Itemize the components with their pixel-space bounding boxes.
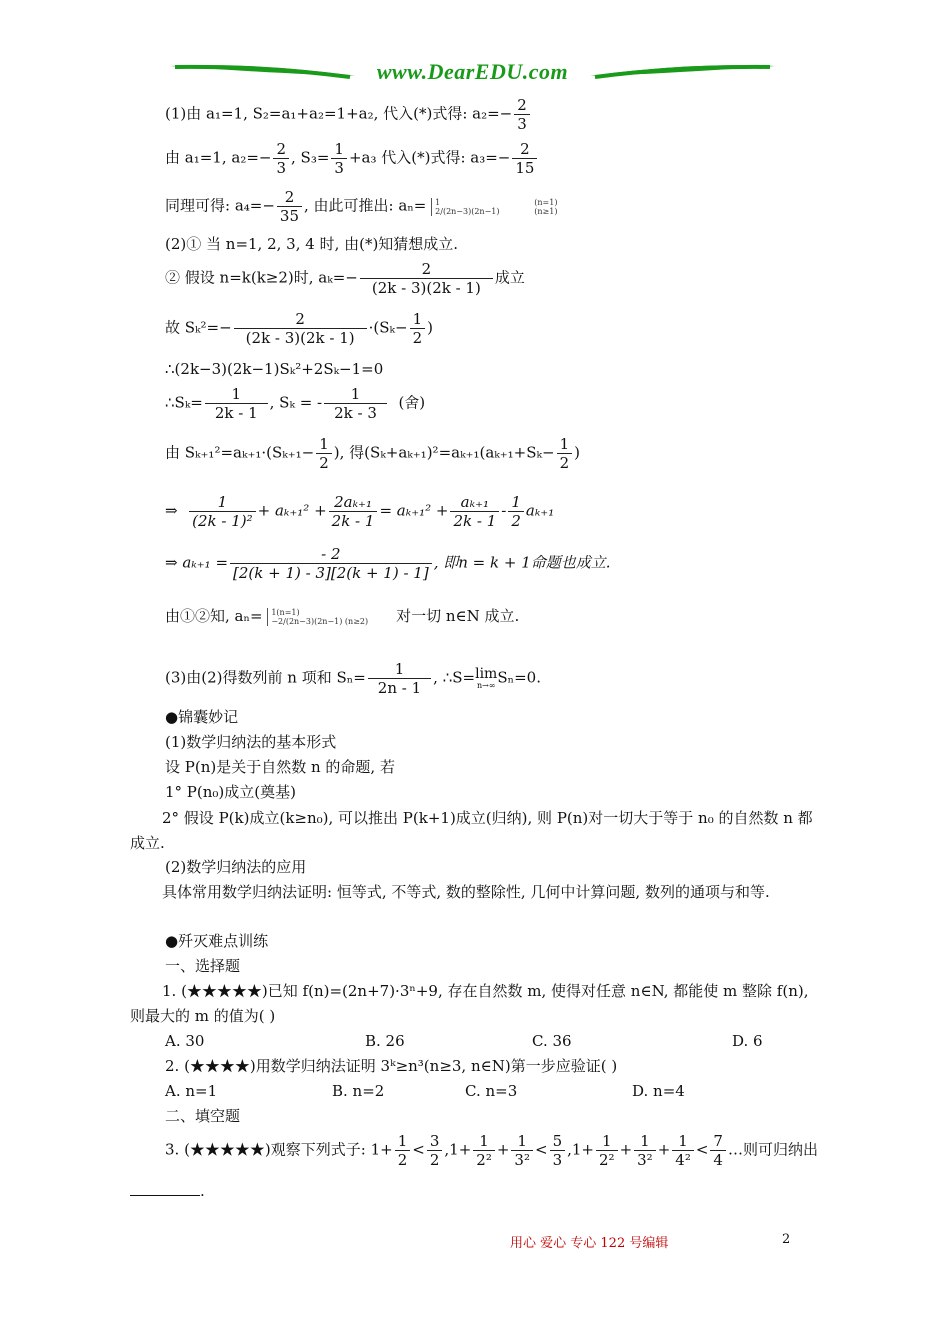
fraction: $\frac{2}{3}$ xyxy=(273,140,289,177)
solution-line-3 xyxy=(165,188,557,225)
site-url: www.DearEDU.com xyxy=(376,59,569,84)
q1-option-a: A. 30 xyxy=(165,1032,205,1050)
fraction: $\frac{1}{\text{(2k - 1)²}}$ xyxy=(189,493,256,530)
text: (舍) xyxy=(398,393,426,412)
solution-line-1 xyxy=(165,96,532,133)
footer-text: 用心 爱心 专心 122 号编辑 xyxy=(510,1236,669,1251)
limit-symbol: lim n→∞ xyxy=(475,665,498,690)
text: ⇒ aₖ₊₁ = xyxy=(165,553,229,572)
fraction: $\frac{2}{3}$ xyxy=(514,96,530,133)
fraction: $\frac{2}{(2k - 3)(2k - 1)}$ xyxy=(360,260,493,297)
section-multiple-choice: 一、选择题 xyxy=(165,957,241,975)
fraction: $\frac{1}{\text{2²}}$ xyxy=(596,1132,618,1169)
fraction: $\frac{1}{\text{3²}}$ xyxy=(634,1132,656,1169)
text: 对一切 n∈N 成立. xyxy=(396,607,520,625)
fraction: $\frac{1}{2}$ xyxy=(410,310,426,347)
text: ⇒ xyxy=(165,501,178,520)
text: . xyxy=(200,1182,205,1200)
text: ) xyxy=(574,443,580,462)
fraction: $\frac{1}{2}$ xyxy=(557,435,573,472)
header-banner xyxy=(165,56,780,90)
text: (1)由 a₁=1, S₂=a₁+a₂=1+a₂, 代入(*)式得: a₂=− xyxy=(165,104,513,123)
tips-line-4: 2° 假设 P(k)成立(k≥n₀), 可以推出 P(k+1)成立(归纳), 则 P(n)对一切大于等于 n₀ 的自然数 n 都成立. xyxy=(130,809,813,852)
question-2: 2. (★★★★)用数学归纳法证明 3ᵏ≥n³(n≥3, n∈N)第一步应验证( ) xyxy=(165,1057,618,1075)
section-fill-in: 二、填空题 xyxy=(165,1107,241,1125)
q2-option-d: D. n=4 xyxy=(632,1082,685,1100)
fraction: $\frac{5}{3}$ xyxy=(550,1132,566,1169)
tips-line-1: (1)数学归纳法的基本形式 xyxy=(165,733,337,751)
solution-line-8 xyxy=(165,385,425,422)
tips-line-6: 具体常用数学归纳法证明: 恒等式, 不等式, 数的整除性, 几何中计算问题, 数列的通项与和等. xyxy=(162,883,770,901)
text: 成立 xyxy=(494,268,525,287)
fraction: $\frac{3}{2}$ xyxy=(427,1132,443,1169)
blank-line xyxy=(130,1181,200,1196)
page-number: 2 xyxy=(782,1232,791,1247)
fraction: $\frac{1}{\text{3²}}$ xyxy=(511,1132,533,1169)
training-heading: ●歼灭难点训练 xyxy=(165,932,269,950)
question-1: 1. (★★★★★)已知 f(n)=(2n+7)·3ⁿ+9, 存在自然数 m, 使得对任意 n∈N, 都能使 m 整除 f(n), 则最大的 m 的值为( ) xyxy=(130,982,809,1025)
text: , Sₖ = - xyxy=(269,393,323,412)
fraction: $\frac{\text{2aₖ₊₁}}{2k - 1}$ xyxy=(329,493,378,530)
text: , S₃= xyxy=(291,148,330,167)
piecewise-brace: 1(n=1) −2/(2n−3)(2n−1) (n≥2) xyxy=(267,608,391,626)
tips-heading: ●锦囊妙记 xyxy=(165,708,239,726)
text: - xyxy=(501,501,507,520)
solution-line-12 xyxy=(165,605,519,627)
fraction: $\frac{1}{2k - 3}$ xyxy=(324,385,387,422)
solution-line-7: ∴(2k−3)(2k−1)Sₖ²+2Sₖ−1=0 xyxy=(165,360,384,378)
q1-option-d: D. 6 xyxy=(732,1032,763,1050)
solution-line-10 xyxy=(165,493,554,530)
fraction: $\frac{- 2}{[2(k + 1) - 3][2(k + 1) - 1]}$ xyxy=(230,545,432,582)
text: ·(Sₖ− xyxy=(368,318,408,337)
piecewise-brace: 1 2/(2n−3)(2n−1) xyxy=(431,198,499,216)
fraction: $\frac{\text{aₖ₊₁}}{2k - 1}$ xyxy=(450,493,499,530)
fraction: $\frac{1}{2}$ xyxy=(316,435,332,472)
text: Sₙ=0. xyxy=(497,668,541,687)
text: ), 得(Sₖ+aₖ₊₁)²=aₖ₊₁(aₖ₊₁+Sₖ− xyxy=(333,443,555,462)
text: 由 a₁=1, a₂=− xyxy=(165,148,272,167)
fraction: $\frac{1}{\text{4²}}$ xyxy=(672,1132,694,1169)
text: , 由此可推出: aₙ= xyxy=(304,196,427,215)
solution-line-6 xyxy=(165,310,433,347)
q2-option-a: A. n=1 xyxy=(165,1082,218,1100)
question-3: 3. (★★★★★)观察下列式子: 1+ $\frac{1}{2}$ < $\frac{3}{2}$ ,1+ $\frac{1}{\text{2²}}$ + $\frac{1}{\text{3²}}$ < $\frac{5}{3}$ ,1+ $\frac{1}{\text{2²}}$ + $\frac{1}{\text{3²}}$ + $\frac{1}{\text{4²}}$ < $\frac{7}{4}$ …则可归纳出 xyxy=(165,1132,818,1169)
fraction: $\frac{2}{35}$ xyxy=(277,188,302,225)
tips-line-2: 设 P(n)是关于自然数 n 的命题, 若 xyxy=(165,758,395,776)
text: , ∴S= xyxy=(433,668,476,687)
text: 由 Sₖ₊₁²=aₖ₊₁·(Sₖ₊₁− xyxy=(165,443,315,462)
tips-line-5: (2)数学归纳法的应用 xyxy=(165,858,307,876)
tips-line-3: 1° P(n₀)成立(奠基) xyxy=(165,783,296,801)
solution-line-2 xyxy=(165,140,539,177)
piecewise-conditions: (n=1) (n≥1) xyxy=(534,197,558,216)
text: 3. (★★★★★)观察下列式子: 1+ xyxy=(165,1140,393,1159)
answer-blank xyxy=(130,1180,205,1202)
text: + aₖ₊₁² + xyxy=(257,501,327,520)
fraction: $\frac{1}{3}$ xyxy=(331,140,347,177)
text: aₖ₊₁ xyxy=(525,501,555,520)
text: = aₖ₊₁² + xyxy=(379,501,449,520)
solution-line-11 xyxy=(165,545,611,582)
fraction: $\frac{1}{\text{2²}}$ xyxy=(473,1132,495,1169)
q1-option-c: C. 36 xyxy=(532,1032,572,1050)
text: 同理可得: a₄=− xyxy=(165,196,275,215)
text: ) xyxy=(427,318,433,337)
solution-line-5 xyxy=(165,260,525,297)
text: (3)由(2)得数列前 n 项和 Sₙ= xyxy=(165,668,366,687)
q2-option-c: C. n=3 xyxy=(465,1082,518,1100)
fraction: $\frac{2}{15}$ xyxy=(512,140,537,177)
fraction: $\frac{7}{4}$ xyxy=(710,1132,726,1169)
q1-option-b: B. 26 xyxy=(365,1032,405,1050)
fraction: $\frac{1}{2}$ xyxy=(395,1132,411,1169)
text: ② 假设 n=k(k≥2)时, aₖ=− xyxy=(165,268,358,287)
fraction: $\frac{1}{2k - 1}$ xyxy=(205,385,268,422)
fraction: $\frac{2}{(2k - 3)(2k - 1)}$ xyxy=(234,310,367,347)
solution-line-13 xyxy=(165,660,541,697)
solution-line-9 xyxy=(165,435,580,472)
text: 由①②知, aₙ= xyxy=(165,607,263,625)
solution-line-4: (2)① 当 n=1, 2, 3, 4 时, 由(*)知猜想成立. xyxy=(165,235,459,253)
text: , 即n = k + 1命题也成立. xyxy=(433,553,611,572)
text: ∴Sₖ= xyxy=(165,393,203,412)
fraction: $\frac{1}{2n - 1}$ xyxy=(368,660,431,697)
text: +a₃ 代入(*)式得: a₃=− xyxy=(348,148,511,167)
text: 故 Sₖ²=− xyxy=(165,318,232,337)
q2-option-b: B. n=2 xyxy=(332,1082,385,1100)
text: …则可归纳出 xyxy=(727,1140,818,1159)
fraction: $\frac{1}{2}$ xyxy=(508,493,524,530)
